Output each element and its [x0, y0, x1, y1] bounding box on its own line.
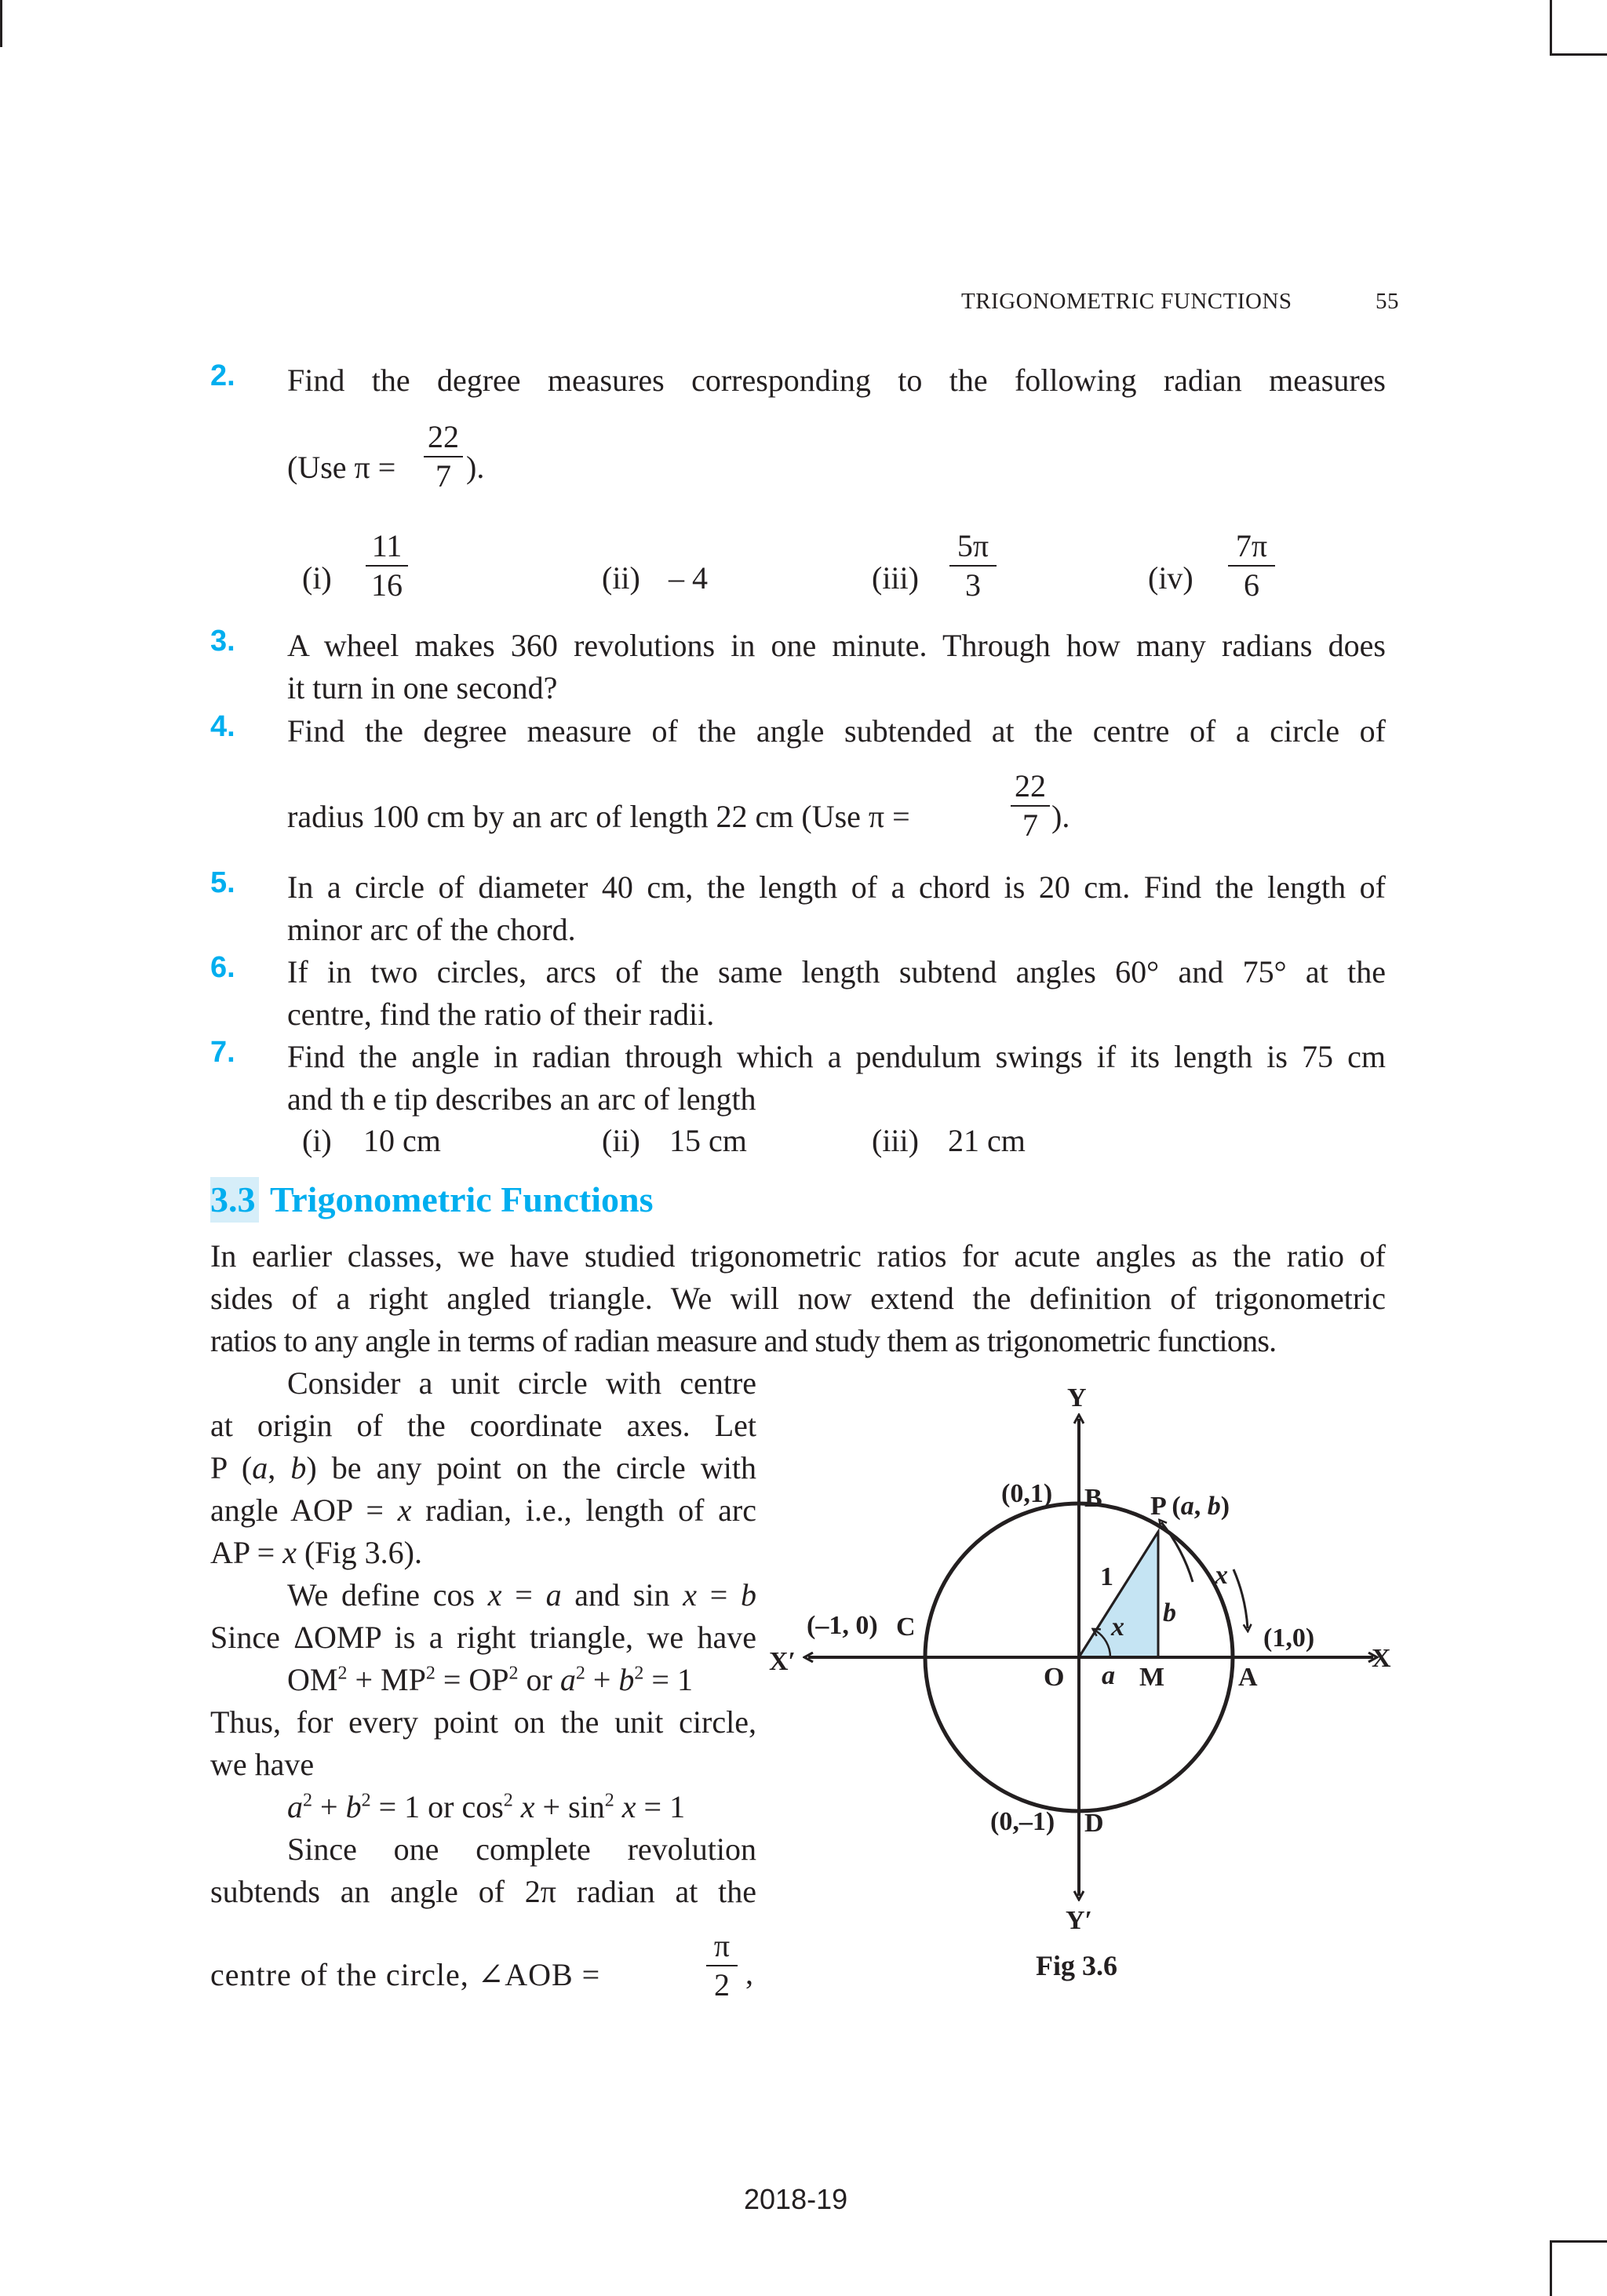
label-x-prime: X′ — [769, 1647, 796, 1676]
q2-opt-ii-label: (ii) — [602, 560, 640, 596]
label-y-prime: Y′ — [1066, 1906, 1093, 1935]
intro-line-1: In earlier classes, we have studied trigonometric ratios for acute angles as the ratio of — [210, 1238, 1386, 1274]
label-a-length: a — [1102, 1661, 1115, 1690]
label-y: Y — [1067, 1383, 1087, 1412]
label-m: M — [1139, 1663, 1165, 1692]
body-line: angle AOP = x radian, i.e., length of arc — [210, 1492, 757, 1528]
aob-fraction: π 2 — [706, 1929, 738, 2003]
q2-opt-iii-label: (iii) — [872, 560, 919, 596]
figure-caption: Fig 3.6 — [1036, 1950, 1117, 1981]
q2-number: 2. — [210, 359, 235, 392]
q6-line2: centre, find the ratio of their radii. — [287, 997, 715, 1032]
q5-line1: In a circle of diameter 40 cm, the length of a chord is 20 cm. Find the length of — [287, 869, 1386, 905]
section-title: Trigonometric Functions — [270, 1179, 654, 1219]
page-number: 55 — [1376, 289, 1399, 314]
body-line: Thus, for every point on the unit circle, — [210, 1704, 756, 1740]
label-c: C — [896, 1613, 916, 1642]
q6-number: 6. — [210, 951, 235, 984]
q5-number: 5. — [210, 866, 235, 899]
intro-line-2: sides of a right angled triangle. We will now extend the definition of trigonometric — [210, 1281, 1386, 1316]
q2-opt-ii-value: – 4 — [669, 560, 708, 596]
q7-opt-ii-label: (ii) — [602, 1123, 640, 1158]
q2-use-suffix: ). — [466, 450, 485, 485]
q5-line2: minor arc of the chord. — [287, 912, 576, 947]
body-line: Since ΔOMP is a right triangle, we have — [210, 1620, 756, 1655]
label-b-length: b — [1163, 1598, 1176, 1627]
q3-line1: A wheel makes 360 revolutions in one minute. Through how many radians does — [287, 628, 1386, 663]
body-equation: $a^2 + b^2 = 1$ or $\cos^2 x + \sin^2 x = 1$ — [287, 1789, 686, 1824]
q7-line2: and th e tip describes an arc of length — [287, 1081, 756, 1117]
label-a-coord: (1,0) — [1263, 1624, 1315, 1653]
crop-mark — [0, 0, 2, 47]
q7-line1: Find the angle in radian through which a pendulum swings if its length is 75 cm — [287, 1039, 1386, 1074]
aob-suffix: , — [745, 1955, 753, 1991]
label-one: 1 — [1100, 1562, 1113, 1591]
q7-opt-iii-value: 21 cm — [948, 1123, 1026, 1158]
body-line: Since one complete revolution — [287, 1831, 756, 1867]
body-line: subtends an angle of 2π radian at the — [210, 1874, 756, 1909]
body-line: P (a, b) be any point on the circle with — [210, 1450, 756, 1485]
label-b: B — [1084, 1484, 1102, 1513]
label-d: D — [1084, 1809, 1104, 1838]
q7-opt-ii-value: 15 cm — [669, 1123, 747, 1158]
crop-mark — [1550, 2240, 1552, 2296]
crop-mark — [1550, 0, 1552, 55]
q4-line2: radius 100 cm by an arc of length 22 cm (Use π = — [287, 799, 910, 834]
label-o: O — [1044, 1663, 1065, 1692]
q3-line2: it turn in one second? — [287, 670, 558, 705]
body-line: centre of the circle, ∠AOB = — [210, 1957, 601, 1992]
q7-number: 7. — [210, 1036, 235, 1069]
crop-mark — [1550, 53, 1607, 56]
q4-pi-fraction: 22 7 — [1011, 769, 1050, 843]
q4-suffix: ). — [1051, 799, 1070, 834]
body-line: AP = x (Fig 3.6). — [210, 1535, 422, 1570]
q7-opt-i-value: 10 cm — [363, 1123, 441, 1158]
q2-opt-i-label: (i) — [302, 560, 332, 596]
body-line: we have — [210, 1747, 315, 1782]
intro-line-3: ratios to any angle in terms of radian measure and study them as trigonometric functions. — [210, 1323, 1277, 1358]
label-a: A — [1238, 1663, 1258, 1692]
body-line: Consider a unit circle with centre — [287, 1365, 756, 1401]
body-line: at origin of the coordinate axes. Let — [210, 1408, 756, 1443]
q2-opt-iv-label: (iv) — [1148, 560, 1193, 596]
header-title: TRIGONOMETRIC FUNCTIONS — [961, 289, 1292, 314]
q7-opt-i-label: (i) — [302, 1123, 332, 1158]
label-x-angle: x — [1111, 1613, 1124, 1642]
q2-text: Find the degree measures corresponding to the following radian measures — [287, 363, 1386, 398]
q2-pi-fraction: 22 7 — [424, 420, 463, 494]
body-equation: $OM^2 + MP^2 = OP^2$ or $a^2 + b^2 = 1$ — [287, 1662, 693, 1697]
footer-year: 2018-19 — [744, 2183, 848, 2215]
label-x: X — [1372, 1644, 1391, 1673]
section-number: 3.3 — [210, 1179, 256, 1219]
unit-circle-figure — [753, 1365, 1412, 1938]
label-x-arc: x — [1215, 1561, 1228, 1590]
q6-line1: If in two circles, arcs of the same length subtend angles 60° and 75° at the — [287, 954, 1386, 989]
q2-opt-iii-fraction: 5π 3 — [949, 529, 997, 603]
arc-arrow-to-a — [1233, 1569, 1248, 1628]
q2-opt-i-fraction: 11 16 — [366, 529, 408, 603]
q4-line1: Find the degree measure of the angle subtended at the centre of a circle of — [287, 713, 1386, 749]
q2-use-prefix: (Use π = — [287, 450, 396, 485]
q7-opt-iii-label: (iii) — [872, 1123, 919, 1158]
label-d-coord: (0,–1) — [990, 1807, 1055, 1836]
label-b-coord: (0,1) — [1001, 1479, 1053, 1508]
label-c-coord: (–1, 0) — [807, 1611, 878, 1640]
q4-number: 4. — [210, 710, 235, 743]
label-p: P (a, b) — [1150, 1492, 1230, 1521]
running-header — [961, 289, 1292, 315]
q2-opt-iv-fraction: 7π 6 — [1228, 529, 1275, 603]
q3-number: 3. — [210, 625, 235, 658]
crop-mark — [1550, 2240, 1607, 2243]
body-line: We define cos x = a and sin x = b — [287, 1577, 756, 1613]
